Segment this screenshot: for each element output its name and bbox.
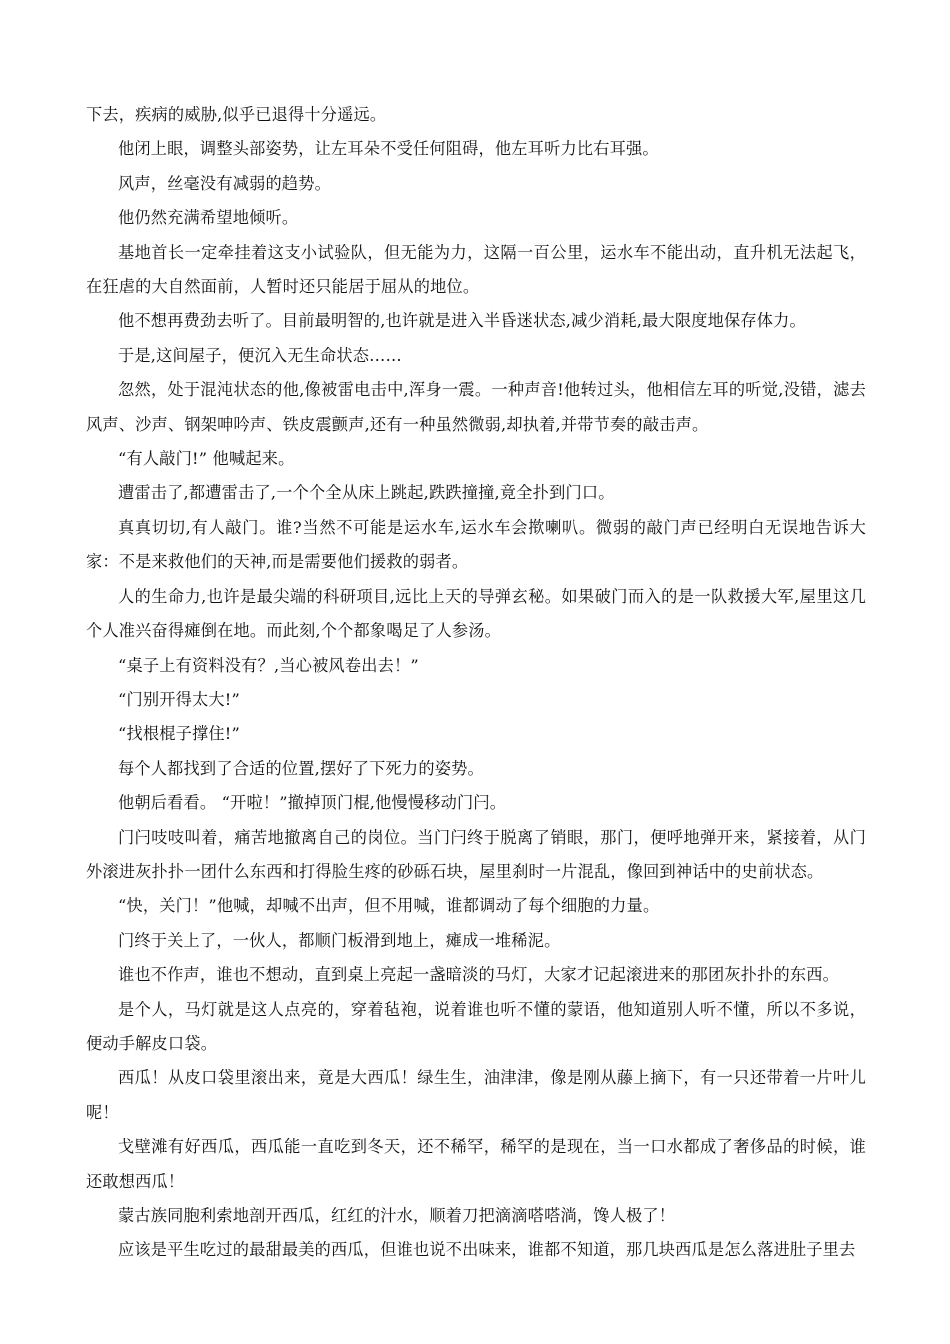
paragraph: 戈壁滩有好西瓜，西瓜能一直吃到冬天，还不稀罕，稀罕的是现在，当一口水都成了奢侈品的时候，谁还敢想西瓜！ [86,1137,866,1191]
paragraph: 遭雷击了,都遭雷击了,一个个全从床上跳起,跌跌撞撞,竟全扑到门口。 [118,483,615,503]
document-page [86,98,866,1268]
paragraph: 他仍然充满希望地倾听。 [118,208,299,228]
paragraph: 于是,这间屋子，便沉入无生命状态…… [118,345,402,365]
paragraph: 忽然，处于混沌状态的他,像被雷电击中,浑身一震。一种声音!他转过头，他相信左耳的听觉,没错，滤去风声、沙声、钢架呻吟声、铁皮震颤声,还有一种虽然微弱,却执着,并带节奏的敲击声。 [86,380,866,434]
paragraph: 是个人，马灯就是这人点亮的，穿着毡袍，说着谁也听不懂的蒙语，他知道别人听不懂，所以不多说，便动手解皮口袋。 [86,999,866,1053]
paragraph: “快，关门！”他喊，却喊不出声，但不用喊，谁都调动了每个细胞的力量。 [118,896,660,916]
dialogue-line: “门别开得太大!” [118,689,240,709]
paragraph: 蒙古族同胞利索地剖开西瓜，红红的汁水，顺着刀把滴滴嗒嗒淌，馋人极了！ [118,1206,676,1225]
paragraph: 谁也不作声，谁也不想动，直到桌上亮起一盏暗淡的马灯，大家才记起滚进来的那团灰扑扑的东西。 [118,965,840,985]
paragraph: 他闭上眼，调整头部姿势，让左耳朵不受任何阻碍，他左耳听力比右耳强。 [118,139,659,159]
paragraph: 门闩吱吱叫着，痛苦地撤离自己的岗位。当门闩终于脱离了销眼，那门，便呼地弹开来，紧接着，从门外滚进灰扑扑一团什么东西和打得脸生疼的砂砾石块，屋里刹时一片混乱，像回到神话中的史前状态。 [86,827,866,881]
paragraph: 应该是平生吃过的最甜最美的西瓜，但谁也说不出味来，谁都不知道，那几块西瓜是怎么落进肚子里去 [118,1240,856,1260]
dialogue-line: “找根棍子撑住!” [118,724,240,744]
paragraph: 下去，疾病的威胁,似乎已退得十分遥远。 [86,105,387,124]
paragraph: 西瓜！从皮口袋里滚出来，竟是大西瓜！绿生生，油津津，像是刚从藤上摘下，有一只还带着一片叶儿呢！ [86,1068,866,1122]
paragraph: 他不想再费劲去听了。目前最明智的,也许就是进入半昏迷状态,减少消耗,最大限度地保存体力。 [118,311,806,331]
paragraph: 风声，丝毫没有减弱的趋势。 [118,173,332,193]
paragraph: 人的生命力,也许是最尖端的科研项目,远比上天的导弹玄秘。如果破门而入的是一队救援大军,屋里这几个人准兴奋得瘫倒在地。而此刻,个个都象喝足了人参汤。 [86,586,866,641]
paragraph: 他朝后看看。 “开啦！”撤掉顶门棍,他慢慢移动门闩。 [118,793,507,813]
dialogue-line: “有人敲门!” 他喊起来。 [118,449,295,469]
paragraph: 门终于关上了，一伙人，都顺门板滑到地上，瘫成一堆稀泥。 [118,930,561,950]
paragraph: 每个人都找到了合适的位置,摆好了下死力的姿势。 [118,758,484,778]
dialogue-line: “桌子上有资料没有？,当心被风卷出去！” [118,655,419,675]
paragraph: 基地首长一定牵挂着这支小试验队，但无能为力，这隔一百公里，运水车不能出动，直升机无法起飞，在狂虐的大自然面前，人暂时还只能居于屈从的地位。 [86,242,866,297]
paragraph: 真真切切,有人敲门。谁?当然不可能是运水车,运水车会揿喇叭。微弱的敲门声已经明白无误地告诉大家：不是来救他们的天神,而是需要他们援救的弱者。 [86,517,866,572]
